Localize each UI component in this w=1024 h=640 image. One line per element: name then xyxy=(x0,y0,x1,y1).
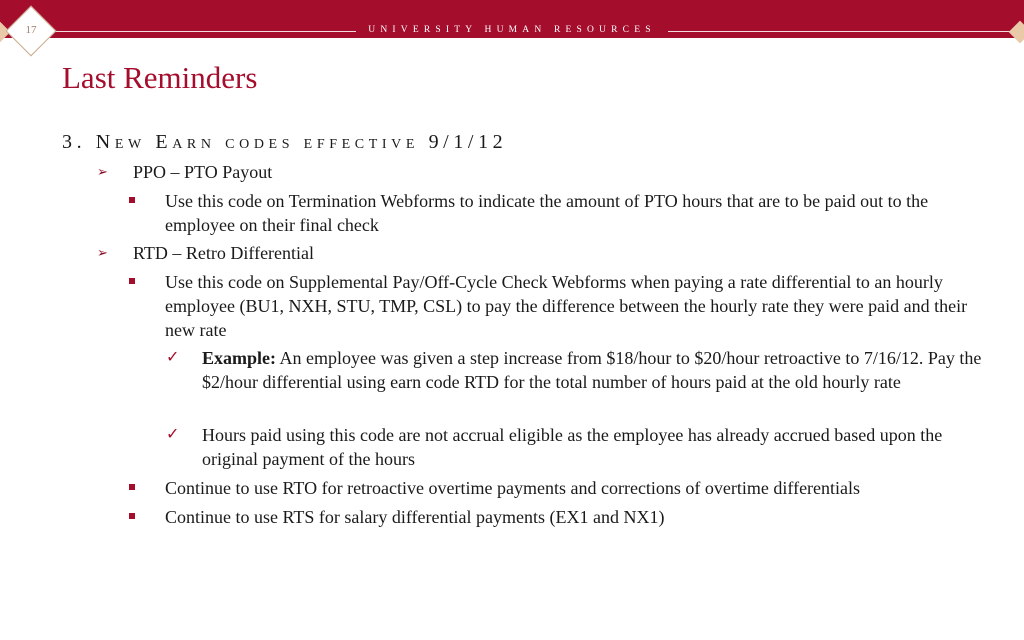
check-bullet-icon: ✓ xyxy=(166,349,180,366)
section-heading: 3. New Earn codes effective 9/1/12 xyxy=(62,131,508,153)
check-bullet-icon: ✓ xyxy=(166,426,180,443)
header-rule-left xyxy=(48,31,356,32)
list-item-example xyxy=(202,346,992,394)
list-item-accrual: Hours paid using this code are not accrual eligible as the employee has already accrued based upon the original payment of the hours xyxy=(202,425,943,469)
header-banner-text: UNIVERSITY HUMAN RESOURCES xyxy=(368,25,656,35)
square-bullet-icon xyxy=(129,484,135,490)
list-item-rts: Continue to use RTS for salary differential payments (EX1 and NX1) xyxy=(165,507,665,527)
list-item-rtd-detail: Use this code on Supplemental Pay/Off-Cycle Check Webforms when paying a rate differential to an hourly employee (BU1, NXH, STU, TMP, CSL) to pay the difference between the hourly rate they were paid and their new rate xyxy=(165,272,968,340)
list-item-ppo: PPO – PTO Payout xyxy=(133,162,273,182)
arrow-bullet-icon: ➢ xyxy=(97,245,108,260)
list-item-rtd: RTD – Retro Differential xyxy=(133,243,315,263)
square-bullet-icon xyxy=(129,513,135,519)
example-text: An employee was given a step increase from $18/hour to $20/hour retroactive to 7/16/12. Pay the $2/hour differential using earn code RTD for the total number of hours paid at the old hourly rate xyxy=(202,348,982,392)
slide-title: Last Reminders xyxy=(62,60,258,95)
header-rule-right xyxy=(668,31,1018,32)
square-bullet-icon xyxy=(129,278,135,284)
arrow-bullet-icon: ➢ xyxy=(97,164,108,179)
list-item-ppo-detail: Use this code on Termination Webforms to indicate the amount of PTO hours that are to be paid out to the employee on their final check xyxy=(165,191,929,235)
square-bullet-icon xyxy=(129,197,135,203)
page-number: 17 xyxy=(25,24,37,36)
example-label: Example: xyxy=(202,348,276,368)
list-item-rto: Continue to use RTO for retroactive overtime payments and corrections of overtime differentials xyxy=(165,478,861,498)
